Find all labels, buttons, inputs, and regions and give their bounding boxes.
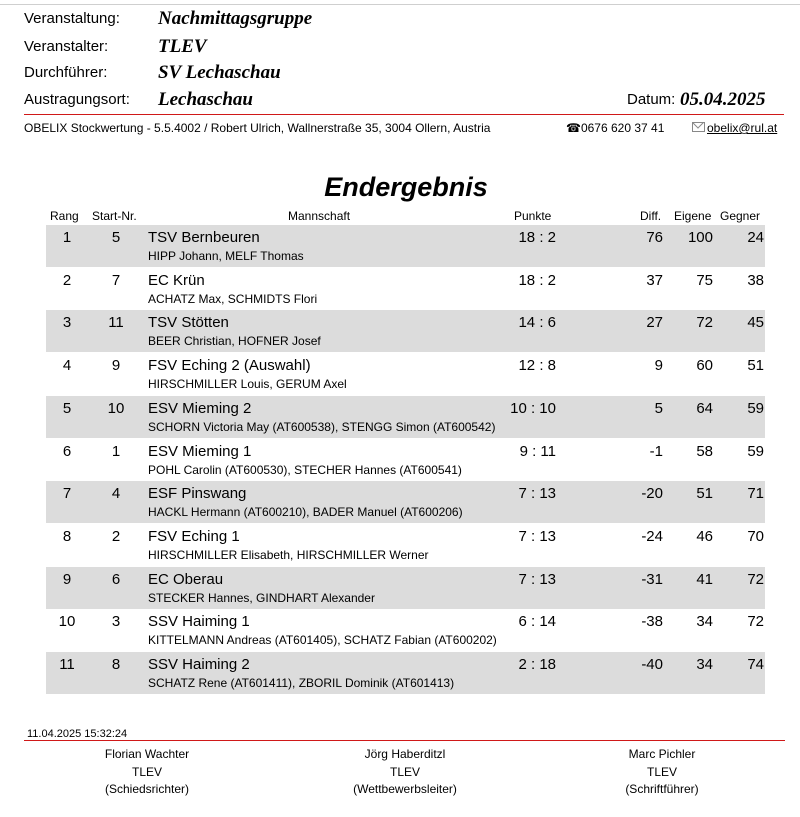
- official-schiedsrichter: [47, 746, 247, 799]
- start-number-cell: 10: [107, 399, 125, 417]
- own-score-cell: 58: [696, 442, 713, 460]
- diff-cell: 76: [646, 229, 663, 246]
- team-players: SCHATZ Rene (AT601411), ZBORIL Dominik (AT601413): [148, 676, 455, 690]
- own-score-cell: 64: [696, 399, 713, 417]
- own-score-cell: 34: [696, 613, 713, 631]
- points-cell: 9 : 11: [519, 442, 556, 460]
- rank-cell: 11: [59, 656, 75, 673]
- own-score-cell: 41: [696, 570, 713, 588]
- rank-cell: 7: [62, 485, 72, 503]
- datum-label: Datum:: [627, 91, 676, 108]
- col-header-eigene: Eigene: [674, 209, 712, 223]
- email-link[interactable]: obelix@rul.at: [707, 121, 778, 135]
- col-header-gegner: Gegner: [720, 209, 761, 223]
- datum-value: 05.04.2025: [680, 89, 766, 110]
- start-number-cell: 3: [111, 613, 121, 631]
- software-info: OBELIX Stockwertung - 5.5.4002 / Robert Ulrich, Wallnerstraße 35, 3004 Ollern, Austria: [24, 121, 491, 135]
- rank-cell: 3: [62, 314, 72, 332]
- durchfuehrer-value: SV Lechaschau: [158, 62, 281, 83]
- rank-cell: 10: [58, 613, 76, 631]
- official-role: (Schiedsrichter): [104, 782, 190, 796]
- points-cell: 7 : 13: [518, 485, 556, 503]
- team-name: EC Oberau: [148, 570, 224, 588]
- official-club: TLEV: [646, 764, 677, 779]
- diff-cell: 27: [646, 314, 663, 332]
- team-players: POHL Carolin (AT600530), STECHER Hannes (AT600541): [148, 462, 462, 477]
- austragungsort-label: Austragungsort:: [24, 91, 130, 108]
- veranstalter-label: Veranstalter:: [24, 38, 109, 55]
- opponent-score-cell: 38: [747, 271, 764, 289]
- table-row: [46, 439, 765, 481]
- diff-cell: -38: [641, 613, 663, 631]
- team-name: FSV Eching 1: [148, 527, 240, 545]
- opponent-score-cell: 51: [747, 357, 764, 375]
- opponent-score-cell: 71: [747, 485, 764, 503]
- diff-cell: 37: [646, 271, 663, 289]
- official-club: TLEV: [389, 764, 420, 779]
- team-name: EC Krün: [148, 271, 205, 289]
- own-score-cell: 60: [696, 357, 713, 375]
- rank-cell: 1: [62, 229, 72, 246]
- col-header-mannschaft: Mannschaft: [288, 209, 351, 223]
- team-players: STECKER Hannes, GINDHART Alexander: [148, 590, 375, 605]
- own-score-cell: 75: [696, 271, 713, 289]
- points-cell: 7 : 13: [518, 527, 556, 545]
- veranstaltung-value: Nachmittagsgruppe: [158, 8, 313, 29]
- own-score-cell: 34: [696, 656, 713, 673]
- table-row: [46, 524, 765, 566]
- team-name: SSV Haiming 2: [148, 656, 250, 673]
- austragungsort-value: Lechaschau: [158, 89, 253, 110]
- opponent-score-cell: 74: [747, 656, 764, 673]
- own-score-cell: 100: [687, 229, 713, 246]
- points-cell: 12 : 8: [518, 357, 556, 375]
- team-players: ACHATZ Max, SCHMIDTS Flori: [148, 291, 318, 306]
- own-score-cell: 51: [696, 485, 713, 503]
- opponent-score-cell: 45: [747, 314, 764, 332]
- header-divider: [24, 114, 784, 115]
- team-name: ESV Mieming 2: [148, 399, 252, 417]
- start-number-cell: 4: [111, 485, 121, 503]
- points-cell: 18 : 2: [518, 229, 556, 246]
- points-cell: 2 : 18: [518, 656, 556, 673]
- table-row: [46, 567, 765, 609]
- col-header-diff: Diff.: [640, 209, 662, 223]
- team-name: SSV Haiming 1: [148, 613, 250, 631]
- col-header-punkte: Punkte: [514, 209, 552, 223]
- rank-cell: 4: [62, 357, 72, 375]
- official-name: Florian Wachter: [104, 747, 190, 761]
- start-number-cell: 11: [108, 314, 124, 332]
- rank-cell: 8: [62, 527, 72, 545]
- start-number-cell: 8: [111, 656, 121, 673]
- official-wettbewerbsleiter: [305, 746, 505, 799]
- opponent-score-cell: 70: [747, 527, 764, 545]
- start-number-cell: 5: [111, 229, 121, 246]
- print-timestamp: 11.04.2025 15:32:24: [27, 728, 128, 740]
- team-players: BEER Christian, HOFNER Josef: [148, 334, 321, 349]
- table-row: [46, 652, 765, 694]
- diff-cell: -1: [649, 442, 663, 460]
- official-name: Marc Pichler: [628, 747, 696, 761]
- top-border: [0, 4, 800, 5]
- official-role: (Schriftführer): [625, 782, 699, 796]
- team-name: ESF Pinswang: [148, 485, 247, 503]
- team-players: KITTELMANN Andreas (AT601405), SCHATZ Fabian (AT600202): [148, 633, 497, 648]
- table-row: [46, 268, 765, 310]
- start-number-cell: 6: [111, 570, 121, 588]
- points-cell: 10 : 10: [510, 399, 556, 417]
- diff-cell: -40: [641, 656, 663, 673]
- start-number-cell: 2: [111, 527, 121, 545]
- start-number-cell: 1: [111, 442, 121, 460]
- table-row: [46, 310, 765, 352]
- team-players: HIRSCHMILLER Louis, GERUM Axel: [148, 377, 347, 392]
- durchfuehrer-label: Durchführer:: [24, 64, 108, 81]
- col-header-rang: Rang: [50, 209, 79, 223]
- opponent-score-cell: 72: [747, 570, 764, 588]
- opponent-score-cell: 59: [747, 399, 764, 417]
- diff-cell: 5: [654, 399, 663, 417]
- veranstalter-value: TLEV: [158, 36, 207, 57]
- table-row: [46, 481, 765, 523]
- page-title: Endergebnis: [324, 172, 488, 202]
- opponent-score-cell: 72: [747, 613, 764, 631]
- team-players: HIRSCHMILLER Elisabeth, HIRSCHMILLER Werner: [148, 547, 429, 562]
- diff-cell: -24: [641, 527, 663, 545]
- table-row: [46, 396, 765, 438]
- team-name: TSV Stötten: [148, 314, 229, 332]
- diff-cell: -20: [641, 485, 663, 503]
- points-cell: 14 : 6: [518, 314, 556, 332]
- col-header-start: Start-Nr.: [92, 209, 137, 223]
- opponent-score-cell: 24: [747, 229, 764, 246]
- rank-cell: 9: [62, 570, 72, 588]
- footer-divider: [24, 740, 785, 741]
- points-cell: 6 : 14: [518, 613, 556, 631]
- diff-cell: 9: [654, 357, 663, 375]
- email-contact: [692, 121, 777, 135]
- official-club: TLEV: [131, 764, 162, 779]
- envelope-icon: [692, 122, 705, 132]
- team-name: ESV Mieming 1: [148, 442, 252, 460]
- official-schriftfuehrer: [562, 746, 762, 799]
- table-row: [46, 225, 765, 267]
- rank-cell: 5: [62, 399, 72, 417]
- own-score-cell: 46: [696, 527, 713, 545]
- team-name: TSV Bernbeuren: [148, 229, 260, 246]
- own-score-cell: 72: [696, 314, 713, 332]
- team-name: FSV Eching 2 (Auswahl): [148, 357, 311, 375]
- start-number-cell: 7: [111, 271, 121, 289]
- start-number-cell: 9: [111, 357, 121, 375]
- rank-cell: 2: [62, 271, 72, 289]
- opponent-score-cell: 59: [747, 442, 764, 460]
- diff-cell: -31: [641, 570, 663, 588]
- phone-number: ☎0676 620 37 41: [566, 121, 665, 135]
- table-row: [46, 609, 765, 651]
- team-players: SCHORN Victoria May (AT600538), STENGG Simon (AT600542): [148, 419, 496, 434]
- team-players: HACKL Hermann (AT600210), BADER Manuel (AT600206): [148, 505, 463, 520]
- points-cell: 18 : 2: [518, 271, 556, 289]
- rank-cell: 6: [62, 442, 72, 460]
- official-name: Jörg Haberditzl: [364, 747, 446, 761]
- table-row: [46, 353, 765, 395]
- official-role: (Wettbewerbsleiter): [353, 782, 457, 796]
- team-players: HIPP Johann, MELF Thomas: [148, 249, 304, 263]
- veranstaltung-label: Veranstaltung:: [24, 10, 120, 27]
- points-cell: 7 : 13: [518, 570, 556, 588]
